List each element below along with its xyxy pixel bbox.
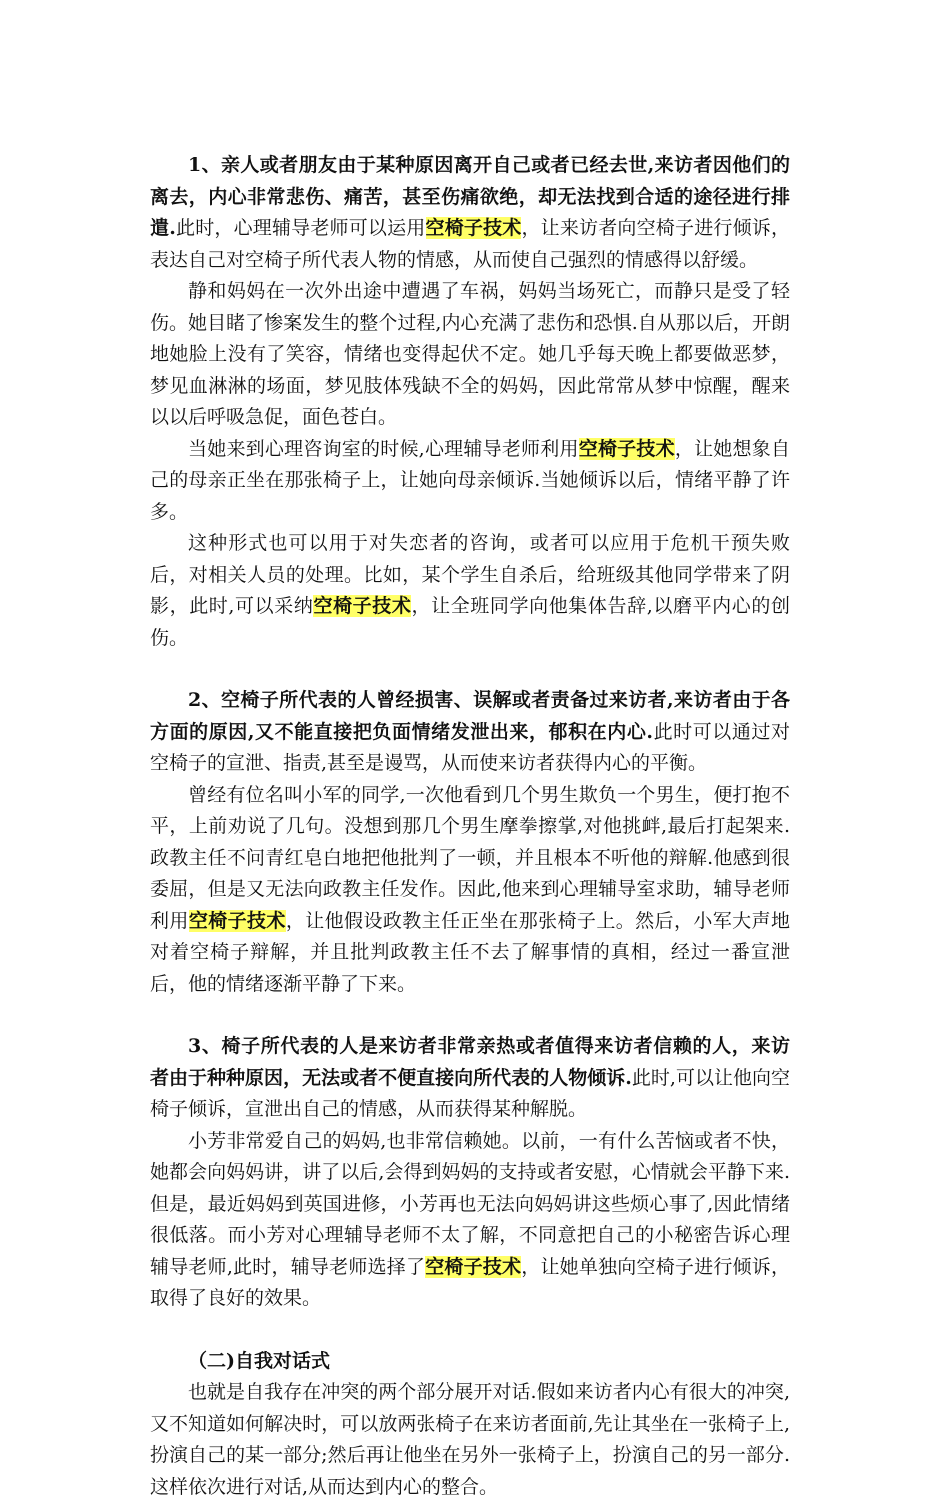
point-1-text: 此时，心理辅导老师可以运用 (175, 217, 426, 239)
point-1-text-end: ，让来访者向空椅子进行倾诉，表达自己对空椅子所代表人物的情感，从而使自己强烈的情感得以舒缓。 (150, 217, 790, 271)
paragraph-jing-counseling (150, 434, 790, 529)
paragraph-self-dialogue (150, 1377, 790, 1503)
point-3-bold-lead: 3、椅子所代表的人是来访者非常亲热或者值得来访者信赖的人，来访者由于种种原因，无法或者不便直接向所代表的人物倾诉. (150, 1035, 790, 1089)
paragraph-gap (150, 1315, 790, 1346)
other-uses-text-end: ，让全班同学向他集体告辞,以磨平内心的创伤。 (150, 595, 790, 649)
self-dialogue-text: 也就是自我存在冲突的两个部分展开对话.假如来访者内心有很大的冲突,又不知道如何解决时，可以放两张椅子在来访者面前,先让其坐在一张椅子上,扮演自己的某一部分;然后再让他坐在另外一张椅子上，扮演自己的另一部分.这样依次进行对话,从而达到内心的整合。 (150, 1381, 790, 1498)
jing-counseling-text: 当她来到心理咨询室的时候,心理辅导老师利用 (188, 437, 579, 460)
paragraph-point-3 (150, 1031, 790, 1126)
paragraph-other-uses (150, 528, 790, 654)
paragraph-gap (150, 654, 790, 685)
highlight-empty-chair: 空椅子技术 (425, 1255, 522, 1278)
point-2-bold-lead: 2、空椅子所代表的人曾经损害、误解或者责备过来访者,来访者由于各方面的原因,又不能直接把负面情绪发泄出来，郁积在内心. (150, 689, 790, 743)
paragraph-example-xiaojun (150, 780, 790, 1001)
paragraph-example-jing (150, 276, 790, 434)
paragraph-point-1 (150, 150, 790, 276)
highlight-empty-chair: 空椅子技术 (425, 217, 522, 239)
highlight-empty-chair: 空椅子技术 (188, 909, 286, 932)
paragraph-example-xiaofang (150, 1126, 790, 1315)
other-uses-text: 这种形式也可以用于对失恋者的咨询，或者可以应用于危机干预失败后，对相关人员的处理。比如，某个学生自杀后，给班级其他同学带来了阴影，此时,可以采纳 (150, 532, 790, 617)
paragraph-point-2 (150, 685, 790, 780)
point-1-bold-lead: 1、亲人或者朋友由于某种原因离开自己或者已经去世,来访者因他们的离去，内心非常悲伤、痛苦，甚至伤痛欲绝，却无法找到合适的途径进行排遣. (150, 154, 790, 239)
point-3-text: 此时,可以让他向空椅子倾诉，宣泄出自己的情感，从而获得某种解脱。 (150, 1066, 790, 1120)
jing-counseling-text-end: ，让她想象自己的母亲正坐在那张椅子上，让她向母亲倾诉.当她倾诉以后，情绪平静了许多。 (150, 437, 790, 523)
example-xiaojun-text-end: ，让他假设政教主任正坐在那张椅子上。然后，小军大声地对着空椅子辩解，并且批判政教主任不去了解事情的真相，经过一番宣泄后，他的情绪逐渐平静了下来。 (150, 909, 790, 995)
point-2-text: 此时可以通过对空椅子的宣泄、指责,甚至是谩骂，从而使来访者获得内心的平衡。 (150, 720, 790, 774)
highlight-empty-chair: 空椅子技术 (313, 595, 412, 617)
paragraph-gap (150, 1000, 790, 1031)
example-xiaojun-text: 曾经有位名叫小军的同学,一次他看到几个男生欺负一个男生，便打抱不平，上前劝说了几句。没想到那几个男生摩拳擦掌,对他挑衅,最后打起架来.政教主任不问青红皂白地把他批判了一顿，并且根本不听他的辩解.他感到很委屈，但是又无法向政教主任发作。因此,他来到心理辅导室求助，辅导老师利用 (150, 783, 790, 932)
document-page (150, 150, 790, 1503)
example-jing-text: 静和妈妈在一次外出途中遭遇了车祸，妈妈当场死亡，而静只是受了轻伤。她目睹了惨案发生的整个过程,内心充满了悲伤和恐惧.自从那以后，开朗地她脸上没有了笑容，情绪也变得起伏不定。她几乎每天晚上都要做恶梦，梦见血淋淋的场面，梦见肢体残缺不全的妈妈，因此常常从梦中惊醒，醒来以以后呼吸急促，面色苍白。 (150, 280, 790, 428)
section-heading-self-dialogue: （二)自我对话式 (188, 1349, 330, 1372)
highlight-empty-chair: 空椅子技术 (578, 437, 675, 460)
example-xiaofang-text-end: ，让她单独向空椅子进行倾诉，取得了良好的效果。 (150, 1255, 790, 1309)
example-xiaofang-text: 小芳非常爱自己的妈妈,也非常信赖她。以前，一有什么苦恼或者不快，她都会向妈妈讲，讲了以后,会得到妈妈的支持或者安慰，心情就会平静下来.但是，最近妈妈到英国进修，小芳再也无法向妈妈讲这些烦心事了,因此情绪很低落。而小芳对心理辅导老师不太了解，不同意把自己的小秘密告诉心理辅导老师,此时，辅导老师选择了 (150, 1129, 790, 1278)
